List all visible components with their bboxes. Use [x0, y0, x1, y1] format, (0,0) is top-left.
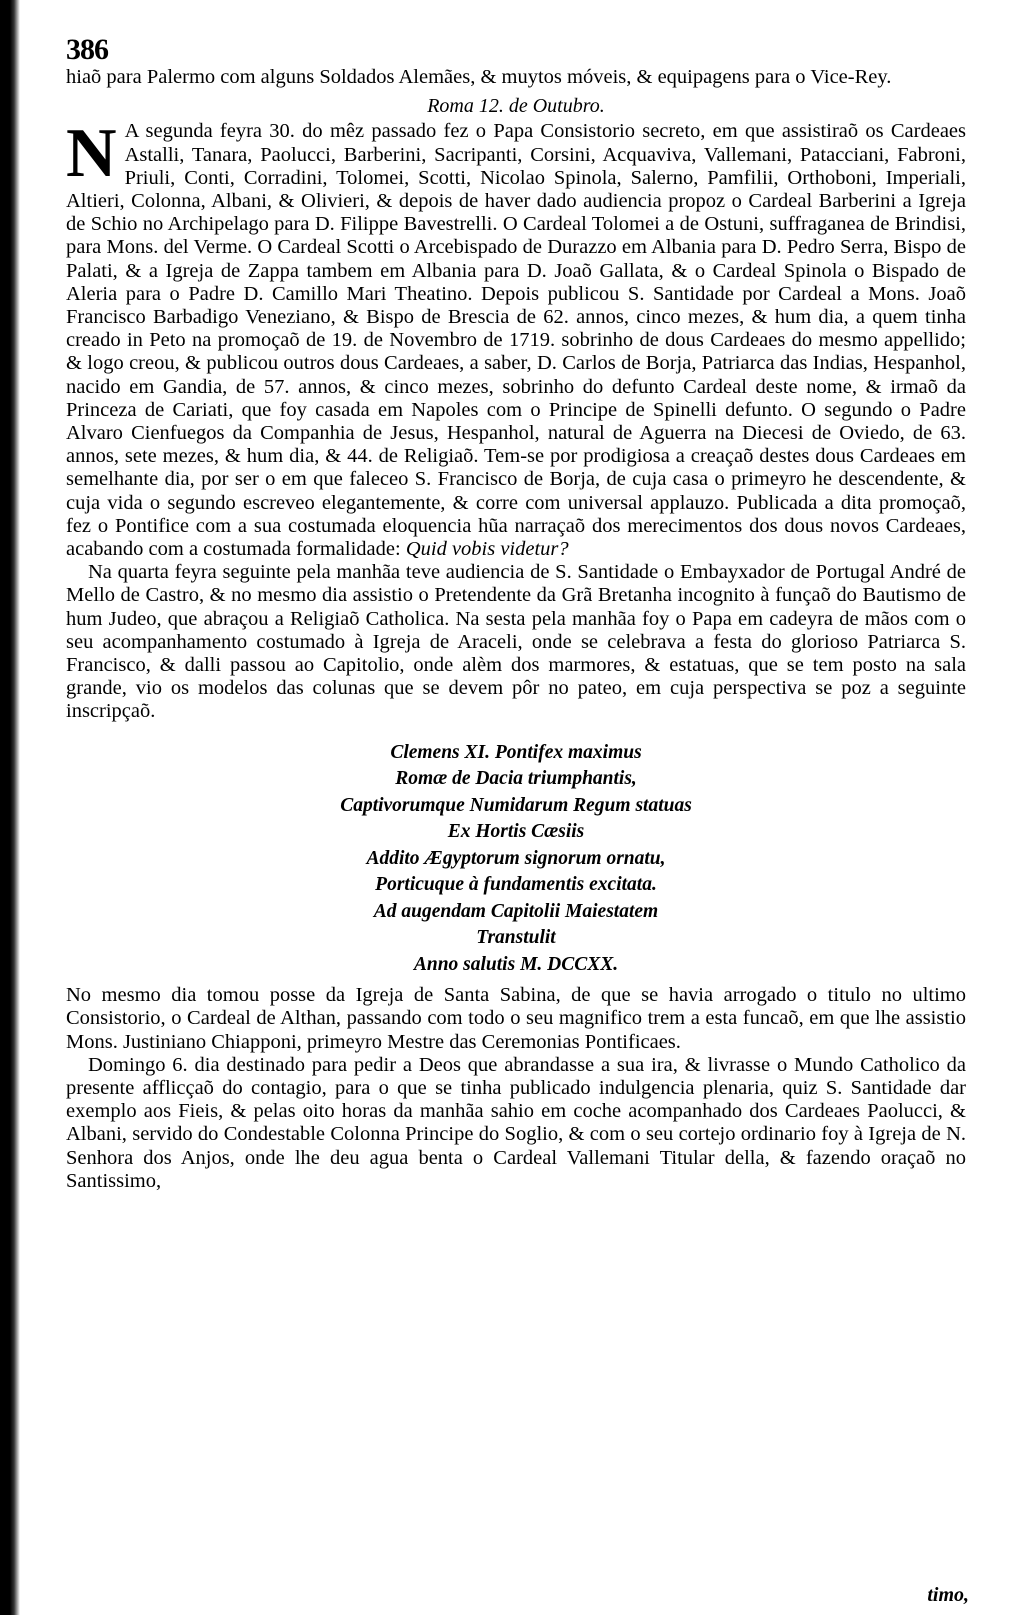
inscription-line: Romæ de Dacia triumphantis,: [395, 768, 637, 790]
paragraph-sunday: Domingo 6. dia destinado para pedir a Deos que abrandasse a sua ira, & livrasse o Mundo Catholico da presente afflicçaõ do contagio, para o que se tinha publicado indulgencia plenaria, quiz S. Santidade dar exemplo aos Fieis, & pelas oito horas da manhãa sahio em coche acompanhado dos Cardeaes Paolucci, & Albani, servido do Condestable Colonna Principe do Soglio, & com o seu cortejo ordinario foy à Igreja de N. Senhora dos Anjos, onde lhe deu agua benta o Cardeal Vallemani Titular della, & fazendo oraçaõ no Santissimo,: [66, 1053, 966, 1192]
paragraph-consistory-text: A segunda feyra 30. do mêz passado fez o Papa Consistorio secreto, em que assistiraõ os Cardeaes Astalli, Tanara, Paolucci, Barberini, Sacripanti, Corsini, Acquaviva, Vallemani, Patacciani, Fabroni, Priuli, Conti, Corradini, Tolomei, Scotti, Nicolao Spinola, Salerno, Pamfilii, Orthoboni, Imperiali, Altieri, Colonna, Albani, & Olivieri, & depois de haver dado audiencia propoz o Cardeal Barberini a Igreja de Schio no Archipelago para D. Filippe Bavestrelli. O Cardeal Tolomei a de Ostuni, suffraganea de Brindisi, para Mons. del Verme. O Cardeal Scotti o Arcebispado de Durazzo em Albania para D. Pedro Serra, Bispo de Palati, & a Igreja de Zappa tambem em Albania para D. Joaõ Gallata, & o Cardeal Spinola o Bispado de Aleria para o Padre D. Camillo Mari Theatino. Depois publicou S. Santidade por Cardeal a Mons. Joaõ Francisco Barbadigo Veneziano, & Bispo de Brescia de 62. annos, cinco mezes, & hum dia, a quem tinha creado in Peto na promoçaõ de 19. de Novembro de 1719. sobrinho de dous Cardeaes do mesmo appellido; & logo creou, & publicou outros dous Cardeaes, a saber, D. Carlos de Borja, Patriarca das Indias, Hespanhol, nacido em Gandia, de 57. annos, & cinco mezes, sobrinho do defunto Cardeal deste nome, & irmaõ da Princeza de Cariati, que foy casada em Napoles com o Principe de Spinelli defunto. O segundo o Padre Alvaro Cienfuegos da Companhia de Jesus, Hespanhol, natural de Aguerra na Diecesi de Oviedo, de 63. annos, sete mezes, & hum dia, & 44. de Religiaõ. Tem-se por prodigiosa a creaçaõ destes dous Cardeaes em semelhante dia, por ser o em que faleceo S. Francisco de Borja, de cuja casa o primeyro he descendente, & cuja vida o segundo escreveo elegantemente, & corre com universal applauzo. Publicada a dita promoçaõ, fez o Pontifice com a sua costumada eloquencia hũa narraçaõ dos merecimentos dos dous novos Cardeaes, acabando com a costumada formalidade:: [66, 120, 966, 561]
paragraph-consistory: [66, 115, 966, 561]
inscription-line: Ad augendam Capitolii Maiestatem: [373, 900, 659, 922]
drop-cap: N: [66, 115, 117, 193]
inscription-line: Clemens XI. Pontifex maximus: [390, 741, 642, 763]
paragraph-audience: Na quarta feyra seguinte pela manhãa teve audiencia de S. Santidade o Embayxador de Portugal André de Mello de Castro, & no mesmo dia assistio o Pretendente da Grã Bretanha incognito à funçaõ do Bautismo de hum Judeo, que abraçou a Religiaõ Catholica. Na sesta pela manhãa foy o Papa em cadeyra de mãos com o seu acompanhamento costumado à Igreja de Araceli, onde se celebrava a festa do glorioso Patriarca S. Francisco, & dalli passou ao Capitolio, onde alèm dos marmores, & estatuas, que se tem posto na sala grande, vio os modelos das colunas que se devem pôr no pateo, em cuja perspectiva se poz a seguinte inscripçaõ.: [66, 561, 966, 723]
continuation-text: hiaõ para Palermo com alguns Soldados Alemães, & muytos móveis, & equipagens para o Vice-Rey.: [66, 66, 892, 88]
inscription-line: Captivorumque Numidarum Regum statuas: [340, 794, 692, 816]
latin-formula: Quid vobis videtur?: [405, 538, 569, 561]
dateline: Roma 12. de Outubro.: [427, 95, 605, 118]
inscription-line: Porticuque à fundamentis excitata.: [375, 874, 657, 896]
latin-inscription: [66, 740, 966, 979]
inscription-line: Ex Hortis Cæsiis: [447, 821, 585, 843]
catchword: timo,: [927, 1584, 969, 1606]
inscription-line: Anno salutis M. DCCXX.: [413, 953, 619, 975]
paragraph-santa-sabina: No mesmo dia tomou posse da Igreja de Santa Sabina, de que se havia arrogado o titulo no ultimo Consistorio, o Cardeal de Althan, passando com todo o seu magnifico trem a esta funcaõ, em que lhe assistio Mons. Justiniano Chiapponi, primeyro Mestre das Ceremonias Pontificaes.: [66, 984, 966, 1053]
inscription-line: Addito Ægyptorum signorum ornatu,: [366, 847, 666, 869]
inscription-line: Transtulit: [476, 927, 556, 949]
document-page: [66, 34, 966, 1193]
scan-edge-shadow: [0, 0, 20, 1615]
page-number: 386: [66, 33, 108, 66]
